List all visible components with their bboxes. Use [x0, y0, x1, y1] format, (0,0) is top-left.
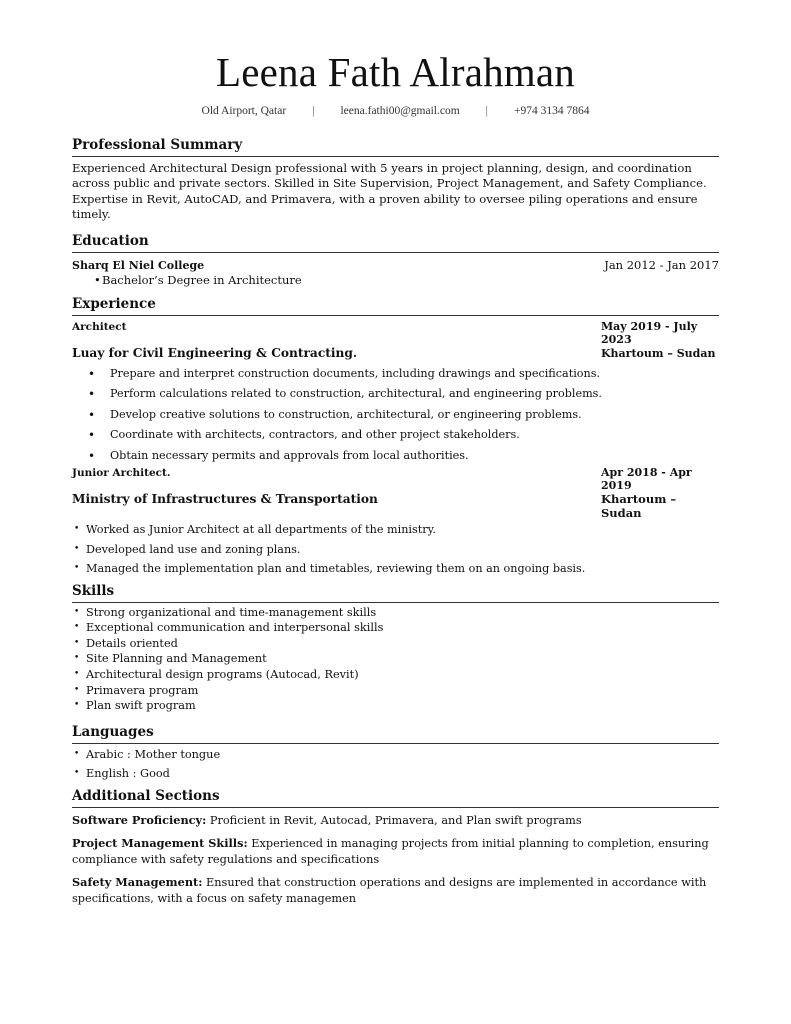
list-item: • Worked as Junior Architect at all departments of the ministry. — [72, 520, 719, 540]
section-title-languages: Languages — [72, 724, 719, 744]
job-company-row — [72, 346, 719, 360]
list-item: • Perform calculations related to construction, architectural, and engineering problems. — [72, 384, 719, 405]
education-section — [72, 233, 719, 288]
section-title-additional: Additional Sections — [72, 788, 719, 808]
list-item: • Prepare and interpret construction documents, including drawings and specifications. — [72, 364, 719, 385]
list-item: • Develop creative solutions to construction, architectural, or engineering problems. — [72, 405, 719, 426]
list-item: • Arabic : Mother tongue — [72, 745, 719, 765]
list-item: • Primavera program — [72, 683, 719, 699]
job-company-row — [72, 492, 719, 520]
list-item: • Architectural design programs (Autocad, Revit) — [72, 667, 719, 683]
job-dates: May 2019 - July 2023 — [601, 319, 698, 346]
job-dates: Apr 2018 - Apr 2019 — [601, 466, 692, 493]
entry-label: Software Proficiency: — [72, 812, 207, 827]
job-bullets — [72, 520, 719, 579]
list-item: • Site Planning and Management — [72, 651, 719, 667]
skills-list — [72, 605, 719, 714]
experience-section — [72, 296, 719, 579]
list-item: • Details oriented — [72, 636, 719, 652]
entry-text: Proficient in Revit, Autocad, Primavera, and Plan swift programs — [206, 813, 582, 827]
job-role: Architect — [72, 320, 127, 333]
school-name: Sharq El Niel College — [72, 258, 205, 272]
section-title-summary: Professional Summary — [72, 137, 719, 157]
education-list — [72, 272, 719, 288]
entry-text: Ensured that construction operations and designs are implemented in accordance with specifications, with a focus on safety managemen — [72, 875, 707, 905]
separator: | — [312, 105, 315, 117]
job-role: Junior Architect. — [72, 467, 171, 480]
job-location: Khartoum – Sudan — [601, 346, 716, 360]
skills-section — [72, 583, 719, 714]
summary-text: Experienced Architectural Design professional with 5 years in project planning, design, and coordination across public and private sectors. Skilled in Site Supervision, Project Management, and Safety Compliance. Expertise in Revit, AutoCAD, and Primavera, with a proven ability to oversee piling operations and ensure timely. — [72, 161, 707, 222]
list-item: • Managed the implementation plan and timetables, reviewing them on an ongoing basis. — [72, 559, 719, 579]
entry-label: Safety Management: — [72, 874, 203, 889]
list-item: • Developed land use and zoning plans. — [72, 540, 719, 560]
entry-text: Experienced in managing projects from initial planning to completion, ensuring compliance with safety regulations and specifications — [72, 836, 709, 866]
additional-entry — [72, 874, 719, 907]
job-company: Luay for Civil Engineering & Contracting. — [72, 345, 358, 360]
location-text: Old Airport, Qatar — [201, 105, 287, 117]
additional-entry — [72, 835, 719, 868]
job-role-row — [72, 320, 719, 346]
list-item: • English : Good — [72, 764, 719, 784]
candidate-name: Leena Fath Alrahman — [215, 49, 575, 95]
education-header-row — [72, 258, 719, 272]
contact-line — [72, 105, 719, 117]
job-entry — [72, 466, 719, 579]
phone-text: +974 3134 7864 — [513, 105, 590, 117]
entry-label: Project Management Skills: — [72, 835, 248, 850]
section-title-education: Education — [72, 233, 719, 253]
additional-section — [72, 788, 719, 907]
languages-section — [72, 724, 719, 784]
list-item: • Exceptional communication and interpersonal skills — [72, 620, 719, 636]
job-location: Khartoum – Sudan — [601, 492, 677, 521]
education-dates: Jan 2012 - Jan 2017 — [604, 257, 719, 272]
job-role-row — [72, 466, 719, 492]
list-item: • Strong organizational and time-management skills — [72, 605, 719, 621]
list-item: • Obtain necessary permits and approvals from local authorities. — [72, 446, 719, 467]
job-company: Ministry of Infrastructures & Transportation — [72, 492, 378, 507]
job-entry — [72, 320, 719, 467]
additional-entry — [72, 812, 719, 829]
list-item: • Coordinate with architects, contractors, and other project stakeholders. — [72, 425, 719, 446]
email-link[interactable]: leena.fathi00@gmail.com — [340, 105, 460, 117]
separator: | — [485, 105, 488, 117]
summary-section — [72, 137, 719, 223]
section-title-skills: Skills — [72, 583, 719, 603]
job-bullets — [72, 364, 719, 467]
list-item: • Plan swift program — [72, 698, 719, 714]
languages-list — [72, 745, 719, 784]
section-title-experience: Experience — [72, 296, 719, 316]
list-item: • Bachelor’s Degree in Architecture — [72, 272, 719, 288]
